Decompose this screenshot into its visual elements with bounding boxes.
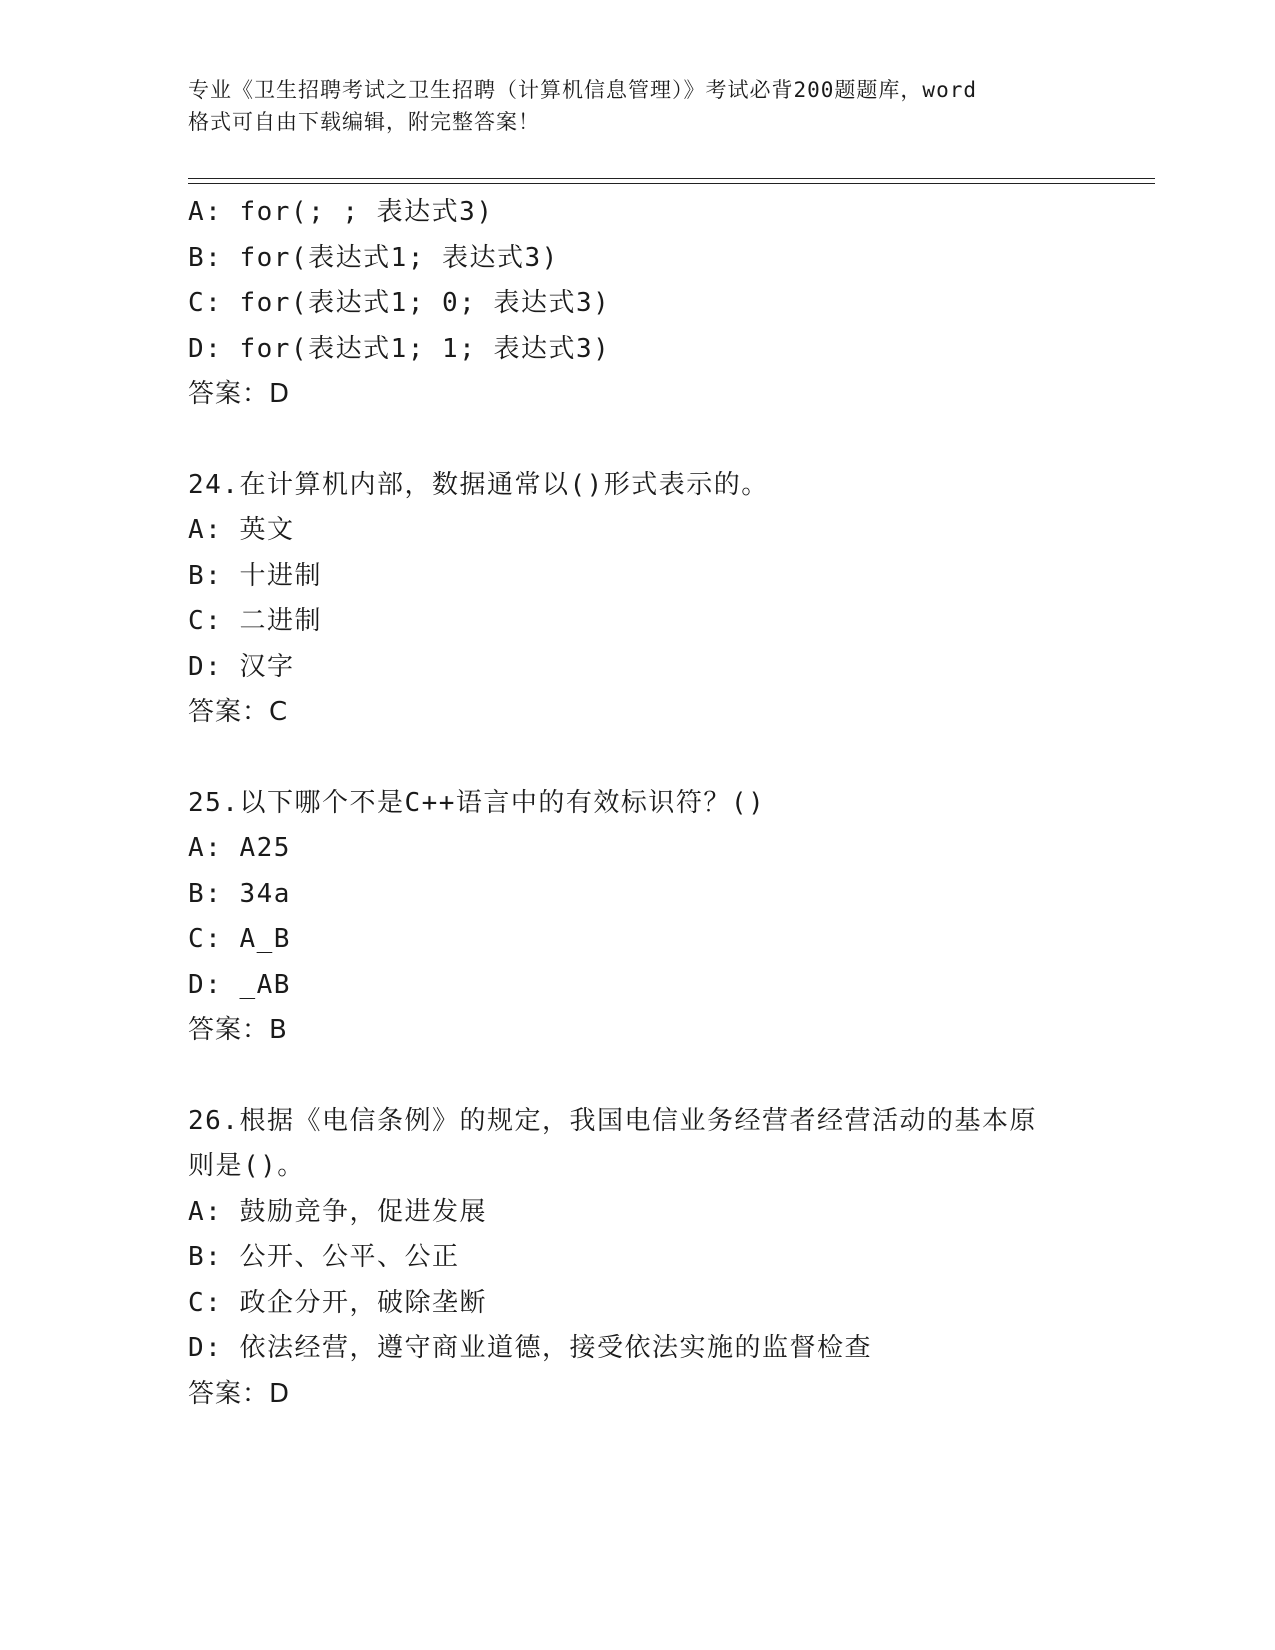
question-block-26 — [188, 1099, 1148, 1418]
option-a: A: 英文 — [188, 515, 295, 545]
question-stem: 25.以下哪个不是C++语言中的有效标识符？() — [188, 787, 766, 818]
option-c: C: A_B — [188, 924, 291, 954]
question-stem-line-2: 则是()。 — [188, 1151, 305, 1181]
option-d: D: 依法经营，遵守商业道德，接受依法实施的监督检查 — [188, 1333, 872, 1363]
option-a: A: 鼓励竞争，促进发展 — [188, 1196, 487, 1227]
header-line-2: 格式可自由下载编辑，附完整答案！ — [188, 110, 540, 134]
option-b: B: 公开、公平、公正 — [188, 1242, 460, 1272]
option-d: D: for(表达式1; 1; 表达式3) — [188, 333, 611, 364]
question-block-25 — [188, 781, 1148, 1054]
option-d: D: _AB — [188, 969, 291, 1000]
answer-line: 答案：C — [188, 697, 289, 727]
question-list — [188, 190, 1148, 1417]
document-header — [188, 74, 1088, 138]
option-c: C: 二进制 — [188, 606, 322, 636]
question-stem-line-1: 26.根据《电信条例》的规定，我国电信业务经营者经营活动的基本原 — [188, 1105, 1037, 1136]
answer-line: 答案：D — [188, 1378, 291, 1409]
option-b: B: 十进制 — [188, 560, 322, 591]
header-divider-bottom — [188, 183, 1155, 184]
question-block-24 — [188, 463, 1148, 736]
option-b: B: for(表达式1; 表达式3) — [188, 242, 559, 273]
header-divider-top — [188, 178, 1155, 179]
header-line-1: 专业《卫生招聘考试之卫生招聘（计算机信息管理）》考试必背200题题库，word — [188, 78, 977, 102]
answer-line: 答案：B — [188, 1015, 288, 1045]
option-c: C: 政企分开，破除垄断 — [188, 1287, 487, 1318]
option-b: B: 34a — [188, 878, 291, 909]
question-stem: 24.在计算机内部，数据通常以()形式表示的。 — [188, 469, 769, 500]
question-block-23 — [188, 190, 1148, 418]
option-c: C: for(表达式1; 0; 表达式3) — [188, 288, 611, 318]
answer-line: 答案：D — [188, 379, 291, 409]
option-a: A: A25 — [188, 833, 291, 863]
option-a: A: for(; ; 表达式3) — [188, 197, 494, 227]
option-d: D: 汉字 — [188, 651, 295, 682]
